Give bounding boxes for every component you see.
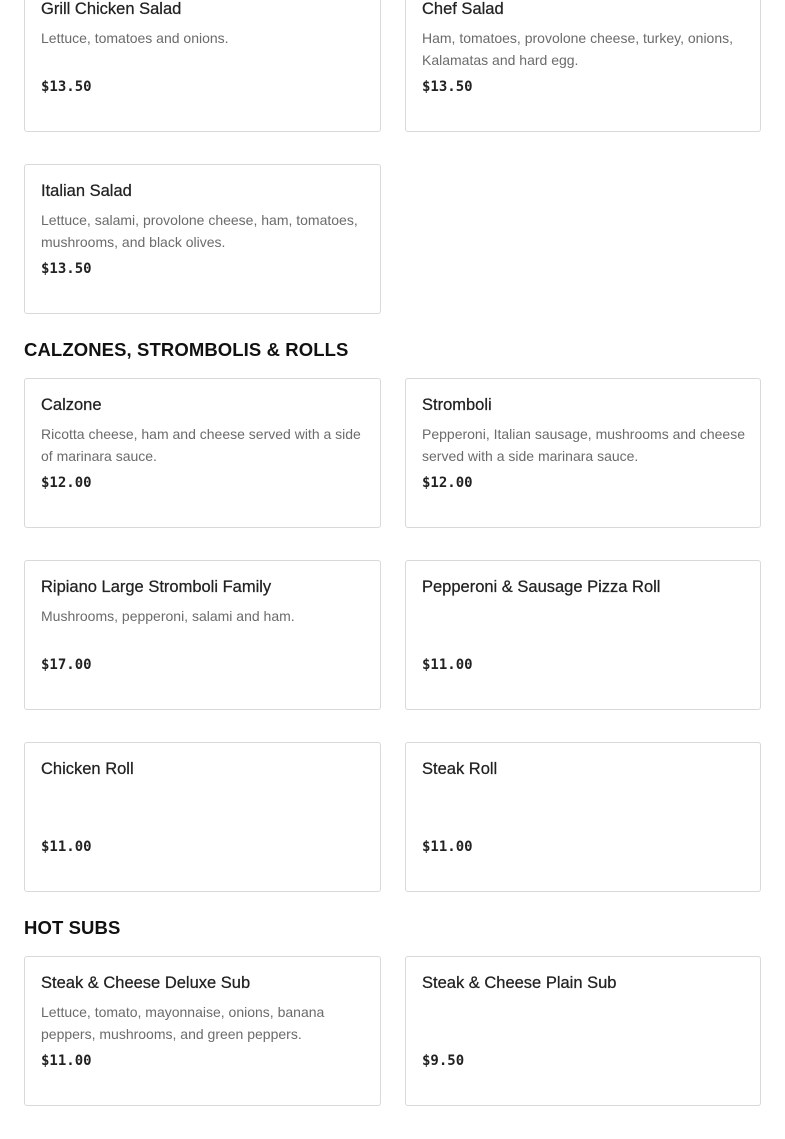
item-name: Steak & Cheese Plain Sub [422,974,617,992]
item-price: $11.00 [422,657,473,673]
item-price: $12.00 [422,475,473,491]
item-name: Ripiano Large Stromboli Family [41,578,272,596]
item-description: Pepperoni, Italian sausage, mushrooms and cheese served with a side marinara sauce. [422,426,745,464]
item-name: Steak & Cheese Deluxe Sub [41,974,251,992]
menu-item-card[interactable] [405,742,761,892]
item-name: Grill Chicken Salad [41,0,182,18]
menu-item-card[interactable] [405,0,761,132]
section-heading-hot-subs: HOT SUBS [24,917,121,938]
item-price: $13.50 [422,79,473,95]
menu-item-card[interactable] [24,164,381,314]
item-price: $13.50 [41,79,92,95]
item-name: Steak Roll [422,760,498,778]
item-description: Ricotta cheese, ham and cheese served with a side of marinara sauce. [41,426,361,464]
item-description: Lettuce, salami, provolone cheese, ham, tomatoes, mushrooms, and black olives. [41,212,358,250]
menu-item-card[interactable] [24,956,381,1106]
item-price: $11.00 [41,1053,92,1069]
menu-item-card[interactable] [24,560,381,710]
menu-item-card[interactable] [405,560,761,710]
item-description: Ham, tomatoes, provolone cheese, turkey, onions, Kalamatas and hard egg. [422,30,734,68]
menu-item-card[interactable] [24,378,381,528]
item-price: $12.00 [41,475,92,491]
item-price: $13.50 [41,261,92,277]
item-description: Mushrooms, pepperoni, salami and ham. [41,608,295,624]
item-name: Italian Salad [41,182,132,200]
item-name: Chicken Roll [41,760,134,778]
item-price: $9.50 [422,1053,465,1069]
item-name: Pepperoni & Sausage Pizza Roll [422,578,661,596]
item-price: $11.00 [422,839,473,855]
item-name: Stromboli [422,396,492,414]
menu-item-card[interactable] [405,956,761,1106]
item-description: Lettuce, tomato, mayonnaise, onions, banana peppers, mushrooms, and green peppers. [41,1004,325,1042]
menu-item-card[interactable] [24,742,381,892]
item-description: Lettuce, tomatoes and onions. [41,30,229,46]
item-price: $17.00 [41,657,92,673]
menu-item-card[interactable] [405,378,761,528]
item-name: Chef Salad [422,0,504,18]
item-price: $11.00 [41,839,92,855]
item-name: Calzone [41,396,102,414]
section-heading-calzones: CALZONES, STROMBOLIS & ROLLS [24,339,349,360]
menu-item-card[interactable] [24,0,381,132]
